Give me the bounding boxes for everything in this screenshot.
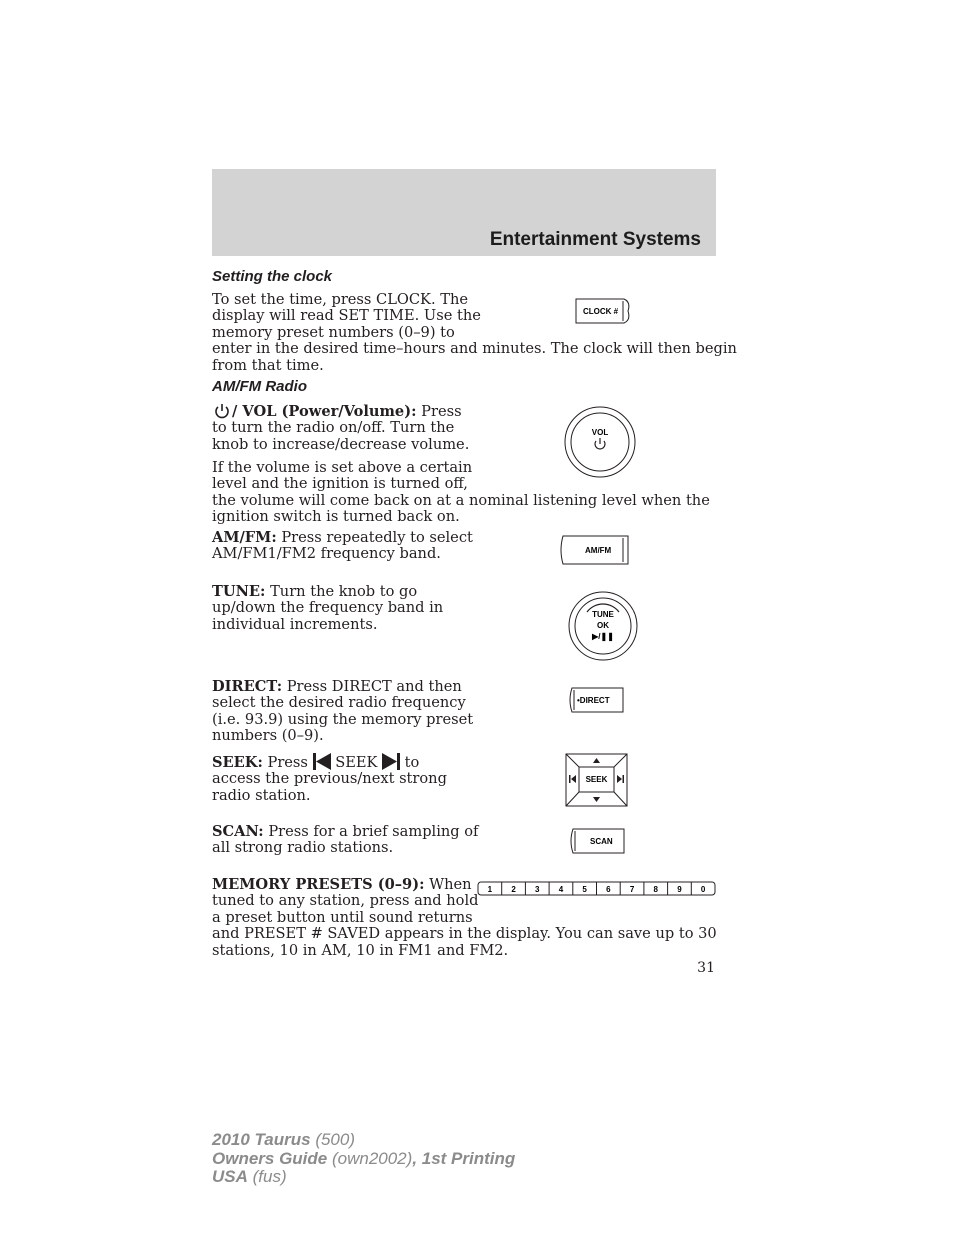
clock-paragraph: To set the time, press CLOCK. The display will read SET TIME. Use the memory preset numbers (0–9) to enter in the desired time–hours and minutes. The clock will then begin from that time. (212, 291, 737, 374)
preset-button-8: 8 (653, 885, 658, 894)
preset-button-1: 1 (487, 885, 493, 894)
preset-button-7: 7 (629, 885, 635, 894)
power-volume-paragraph: / VOL (Power/Volume): Press to turn the radio on/off. Turn the knob to increase/decrease volume. (212, 403, 470, 453)
seek-button-label: SEEK (585, 775, 608, 784)
seek-next-icon (382, 753, 400, 770)
tune-knob-label-2: OK (597, 621, 609, 630)
seek-button-illustration (565, 753, 628, 807)
preset-button-4: 4 (558, 885, 564, 894)
preset-button-3: 3 (535, 885, 540, 894)
document-footer: 2010 Taurus (500) Owners Guide (own2002), 1st Printing USA (fus) (212, 1130, 516, 1186)
am-fm-button-label: AM/FM (585, 546, 612, 555)
direct-button-illustration (568, 687, 625, 714)
clock-button-label: CLOCK # (583, 307, 619, 316)
preset-button-5: 5 (582, 885, 587, 894)
preset-button-6: 6 (606, 885, 611, 894)
am-fm-button-illustration (559, 535, 631, 566)
tune-knob-illustration (567, 590, 639, 662)
clock-button-illustration (575, 298, 631, 325)
volume-knob-label: VOL (591, 428, 609, 437)
memory-preset-buttons-illustration (477, 881, 717, 897)
seek-previous-icon (313, 753, 331, 770)
scan-button-label: SCAN (590, 837, 613, 846)
preset-button-2: 2 (511, 885, 516, 894)
direct-button-label: •DIRECT (577, 696, 610, 705)
section-header-band (212, 169, 716, 256)
tune-knob-label-1: TUNE (592, 610, 614, 619)
memory-presets-paragraph: MEMORY PRESETS (0–9): When tuned to any station, press and hold a preset button until sound returns and PRESET # SAVED appears in the display. You can save up to 30 stations, 10 in AM, 10 in FM1 and FM2. (212, 876, 717, 959)
preset-button-0: 0 (700, 885, 706, 894)
scan-button-illustration (569, 828, 626, 855)
preset-button-9: 9 (677, 885, 682, 894)
volume-note-paragraph: If the volume is set above a certain level and the ignition is turned off, the volume will come back on at a nominal listening level when the ignition switch is turned back on. (212, 459, 710, 526)
play-pause-icon: ▶/❚❚ (592, 632, 614, 641)
page-number: 31 (697, 960, 715, 976)
heading-am-fm-radio: AM/FM Radio (212, 378, 307, 395)
power-icon (212, 403, 232, 419)
section-header-title: Entertainment Systems (489, 229, 701, 250)
seek-paragraph: SEEK: Press SEEK to access the previous/next strong radio station. (212, 754, 447, 804)
tune-paragraph: TUNE: Turn the knob to go up/down the frequency band in individual increments. (212, 583, 444, 633)
direct-paragraph: DIRECT: Press DIRECT and then select the desired radio frequency (i.e. 93.9) using the memory preset numbers (0–9). (212, 678, 474, 745)
heading-setting-the-clock: Setting the clock (212, 268, 333, 285)
am-fm-paragraph: AM/FM: Press repeatedly to select AM/FM1/FM2 frequency band. (212, 529, 473, 563)
scan-paragraph: SCAN: Press for a brief sampling of all strong radio stations. (212, 823, 479, 857)
